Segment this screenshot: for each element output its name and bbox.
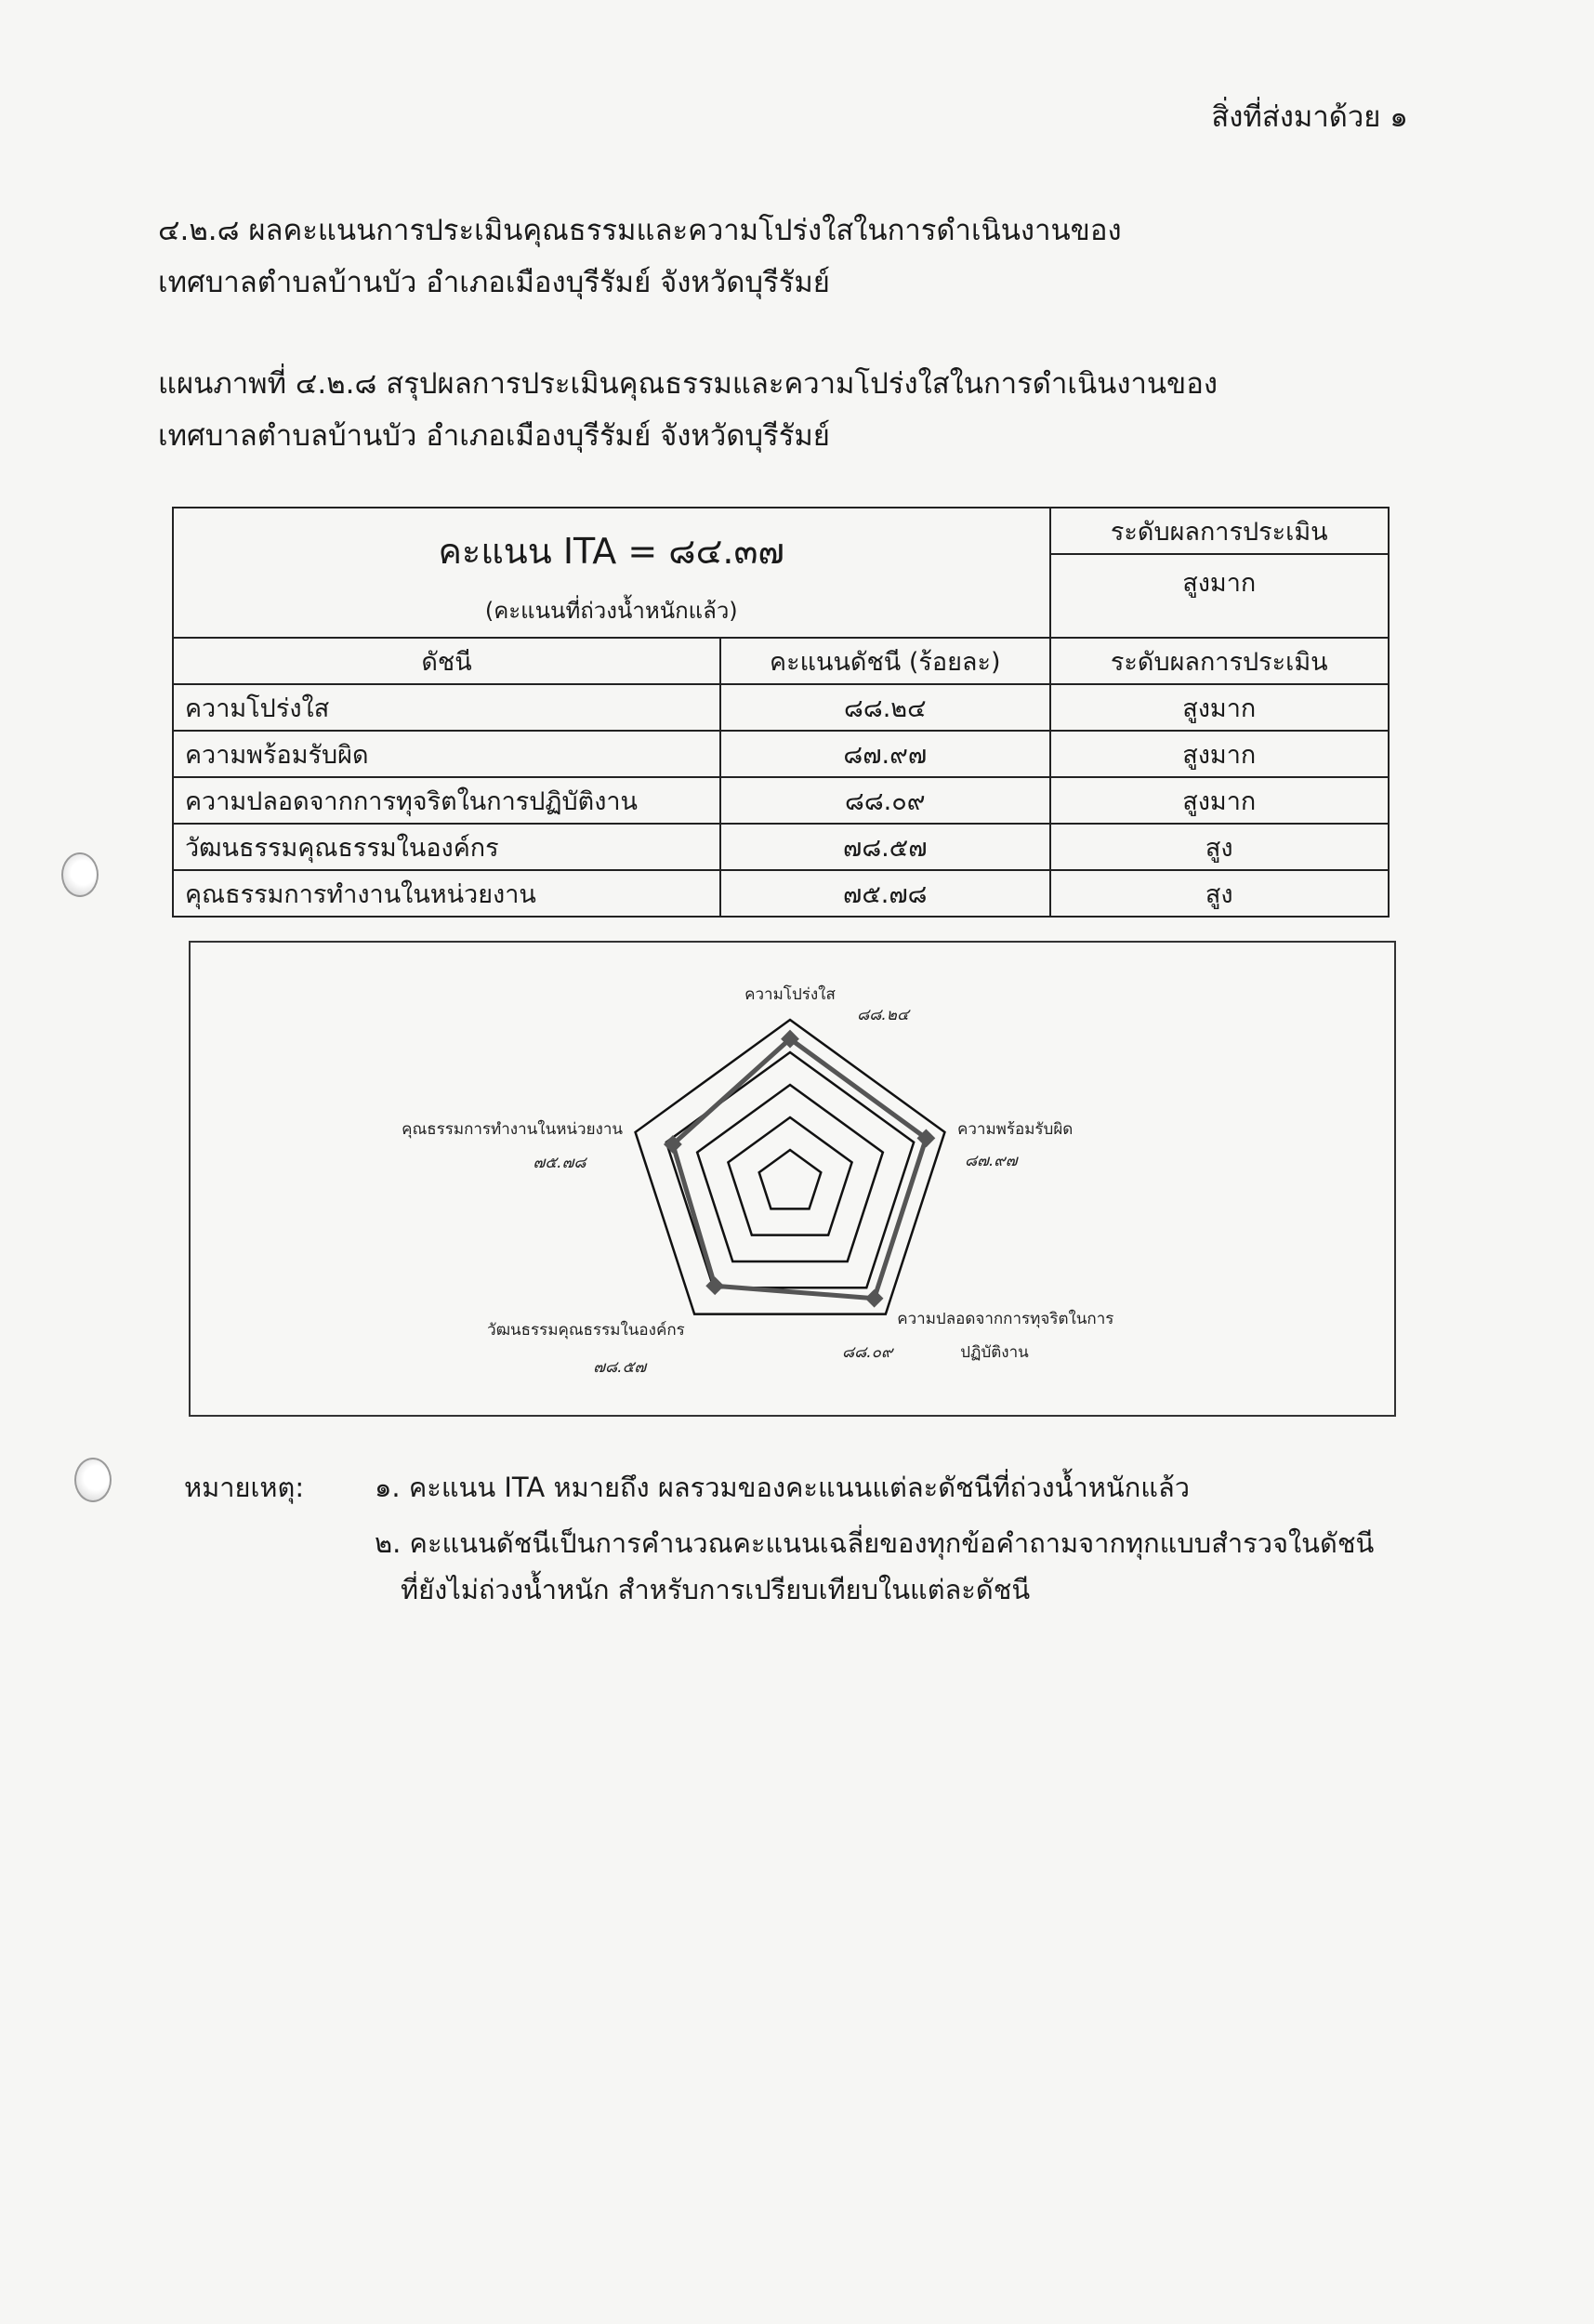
- radar-grid-ring: [728, 1117, 851, 1235]
- radar-point: [705, 1276, 724, 1295]
- index-score: ๘๘.๐๙: [720, 777, 1049, 824]
- section-heading-line-1: ๔.๒.๘ ผลคะแนนการประเมินคุณธรรมและความโปร่งใสในการดำเนินงานของ: [158, 214, 1122, 247]
- table-row: [173, 684, 1389, 731]
- note-item-1: ๑. คะแนน ITA หมายถึง ผลรวมของคะแนนแต่ละดัชนีที่ถ่วงน้ำหนักแล้ว: [375, 1472, 1191, 1503]
- value-label: ๗๕.๗๘: [533, 1153, 586, 1172]
- value-label: ๗๘.๕๗: [593, 1357, 647, 1377]
- index-level: สูงมาก: [1050, 777, 1389, 824]
- index-name: ความพร้อมรับผิด: [173, 731, 720, 777]
- axis-label: ปฏิบัติงาน: [960, 1342, 1029, 1362]
- radar-grid-ring: [759, 1150, 822, 1208]
- radar-point: [865, 1289, 884, 1308]
- axis-label: ความโปร่งใส: [744, 985, 836, 1004]
- value-label: ๘๗.๙๗: [965, 1151, 1018, 1170]
- page-reference: สิ่งที่ส่งมาด้วย ๑: [1211, 100, 1408, 134]
- ita-score-cell: [173, 508, 1050, 638]
- column-header-index: ดัชนี: [173, 638, 720, 684]
- index-level: สูงมาก: [1050, 731, 1389, 777]
- section-heading: [158, 205, 1122, 309]
- figure-caption: [158, 358, 1218, 462]
- figure-caption-line-2: เทศบาลตำบลบ้านบัว อำเภอเมืองบุรีรัมย์ จังหวัดบุรีรัมย์: [158, 419, 830, 453]
- ita-score-note: (คะแนนที่ถ่วงน้ำหนักแล้ว): [484, 598, 738, 624]
- axis-label: คุณธรรมการทำงานในหน่วยงาน: [402, 1119, 623, 1139]
- axis-label: วัฒนธรรมคุณธรรมในองค์กร: [487, 1320, 685, 1340]
- axis-label: ความปลอดจากการทุจริตในการ: [897, 1309, 1114, 1328]
- index-level: สูงมาก: [1050, 684, 1389, 731]
- index-level: สูง: [1050, 870, 1389, 917]
- index-score: ๘๗.๙๗: [720, 731, 1049, 777]
- table-row: [173, 731, 1389, 777]
- index-name: ความปลอดจากการทุจริตในการปฏิบัติงาน: [173, 777, 720, 824]
- ita-summary-table: [172, 507, 1390, 918]
- radar-chart-svg: [191, 943, 1394, 1415]
- radar-chart: [189, 941, 1396, 1417]
- axis-label: ความพร้อมรับผิด: [957, 1119, 1074, 1139]
- index-score: ๗๘.๕๗: [720, 824, 1049, 870]
- column-header-level: ระดับผลการประเมิน: [1050, 638, 1389, 684]
- overall-level-value: สูงมาก: [1050, 554, 1389, 638]
- index-name: ความโปร่งใส: [173, 684, 720, 731]
- index-score: ๗๕.๗๘: [720, 870, 1049, 917]
- section-heading-line-2: เทศบาลตำบลบ้านบัว อำเภอเมืองบุรีรัมย์ จังหวัดบุรีรัมย์: [158, 266, 830, 299]
- figure-caption-line-1: แผนภาพที่ ๔.๒.๘ สรุปผลการประเมินคุณธรรมและความโปร่งใสในการดำเนินงานของ: [158, 367, 1219, 401]
- table-row: [173, 777, 1389, 824]
- note-item-2-continued: ที่ยังไม่ถ่วงน้ำหนัก สำหรับการเปรียบเทียบในแต่ละดัชนี: [401, 1574, 1031, 1605]
- index-name: วัฒนธรรมคุณธรรมในองค์กร: [173, 824, 720, 870]
- punch-hole: [61, 852, 99, 897]
- value-label: ๘๘.๒๔: [857, 1006, 909, 1024]
- column-header-score: คะแนนดัชนี (ร้อยละ): [720, 638, 1049, 684]
- punch-hole: [74, 1458, 112, 1502]
- index-score: ๘๘.๒๔: [720, 684, 1049, 731]
- notes-label: หมายเหตุ:: [184, 1472, 305, 1503]
- index-level: สูง: [1050, 824, 1389, 870]
- value-label: ๘๘.๐๙: [842, 1342, 893, 1362]
- ita-score: คะแนน ITA = ๘๔.๓๗: [438, 531, 785, 572]
- index-name: คุณธรรมการทำงานในหน่วยงาน: [173, 870, 720, 917]
- table-row: [173, 870, 1389, 917]
- note-item-2: ๒. คะแนนดัชนีเป็นการคำนวณคะแนนเฉลี่ยของทุกข้อคำถามจากทุกแบบสำรวจในดัชนี: [375, 1527, 1375, 1559]
- table-row: [173, 824, 1389, 870]
- overall-level-header: ระดับผลการประเมิน: [1050, 508, 1389, 554]
